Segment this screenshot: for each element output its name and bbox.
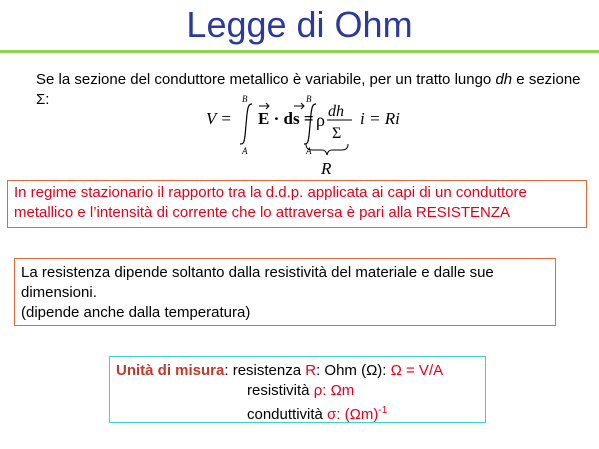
intro-text-part-1: Se la sezione del conduttore metallico è variabile, per un tratto lungo bbox=[36, 71, 496, 88]
units-box bbox=[109, 356, 486, 423]
units-row2-unit: : Ωm bbox=[322, 382, 355, 399]
units-row-resistance bbox=[116, 361, 479, 381]
units-row1-eq: Ω = V/A bbox=[390, 362, 444, 379]
formula-lhs: V = bbox=[206, 109, 232, 128]
units-row3-label: conduttività bbox=[247, 406, 328, 423]
formula-svg bbox=[202, 92, 462, 180]
units-row2-symbol: ρ bbox=[313, 382, 323, 399]
units-row3-symbol: σ bbox=[327, 406, 337, 423]
definition-text: In regime stazionario il rapporto tra la d.d.p. applicata ai capi di un conduttore metallico e l’intensità di corrente che lo attraversa è pari alla RESISTENZA bbox=[14, 184, 527, 221]
units-row3-unit: : (Ωm) bbox=[336, 406, 379, 423]
formula-upper-bound-1: B bbox=[242, 94, 248, 104]
units-row-conductivity bbox=[116, 401, 479, 425]
intro-text-part-2: e sezione Σ: bbox=[36, 71, 581, 108]
units-row2-label: resistività bbox=[247, 382, 314, 399]
intro-dh: dh bbox=[495, 71, 513, 88]
title-divider bbox=[0, 50, 599, 53]
formula-integrand-1: E · ds = bbox=[258, 109, 314, 128]
formula-fraction-denominator: Σ bbox=[332, 125, 342, 142]
units-row1-label: : resistenza bbox=[224, 362, 306, 379]
definition-box bbox=[7, 180, 587, 228]
units-row1-symbol: R bbox=[305, 362, 317, 379]
formula-tail: i = Ri bbox=[360, 109, 400, 128]
formula-brace-label: R bbox=[321, 159, 332, 178]
formula-rho: ρ bbox=[316, 110, 325, 130]
slide-title: Legge di Ohm bbox=[186, 4, 413, 45]
resistance-note-line-1: La resistenza dipende soltanto dalla resistività del materiale e dalle sue dimensioni. bbox=[21, 264, 494, 301]
units-row3-exponent: -1 bbox=[378, 405, 388, 416]
units-row1-unit: : Ohm (Ω): bbox=[316, 362, 391, 379]
ohm-formula bbox=[202, 92, 462, 180]
units-row-resistivity bbox=[116, 381, 479, 401]
formula-lower-bound-1: A bbox=[242, 146, 248, 156]
formula-upper-bound-2: B bbox=[306, 94, 312, 104]
integral-sign-1 bbox=[240, 104, 252, 144]
formula-fraction-numerator: dh bbox=[328, 103, 344, 120]
formula-lower-bound-2: A bbox=[306, 146, 312, 156]
resistance-note-line-2: (dipende anche dalla temperatura) bbox=[21, 304, 251, 321]
underbrace bbox=[306, 144, 348, 155]
units-heading: Unità di misura bbox=[116, 362, 225, 379]
resistance-note-box bbox=[14, 258, 556, 326]
